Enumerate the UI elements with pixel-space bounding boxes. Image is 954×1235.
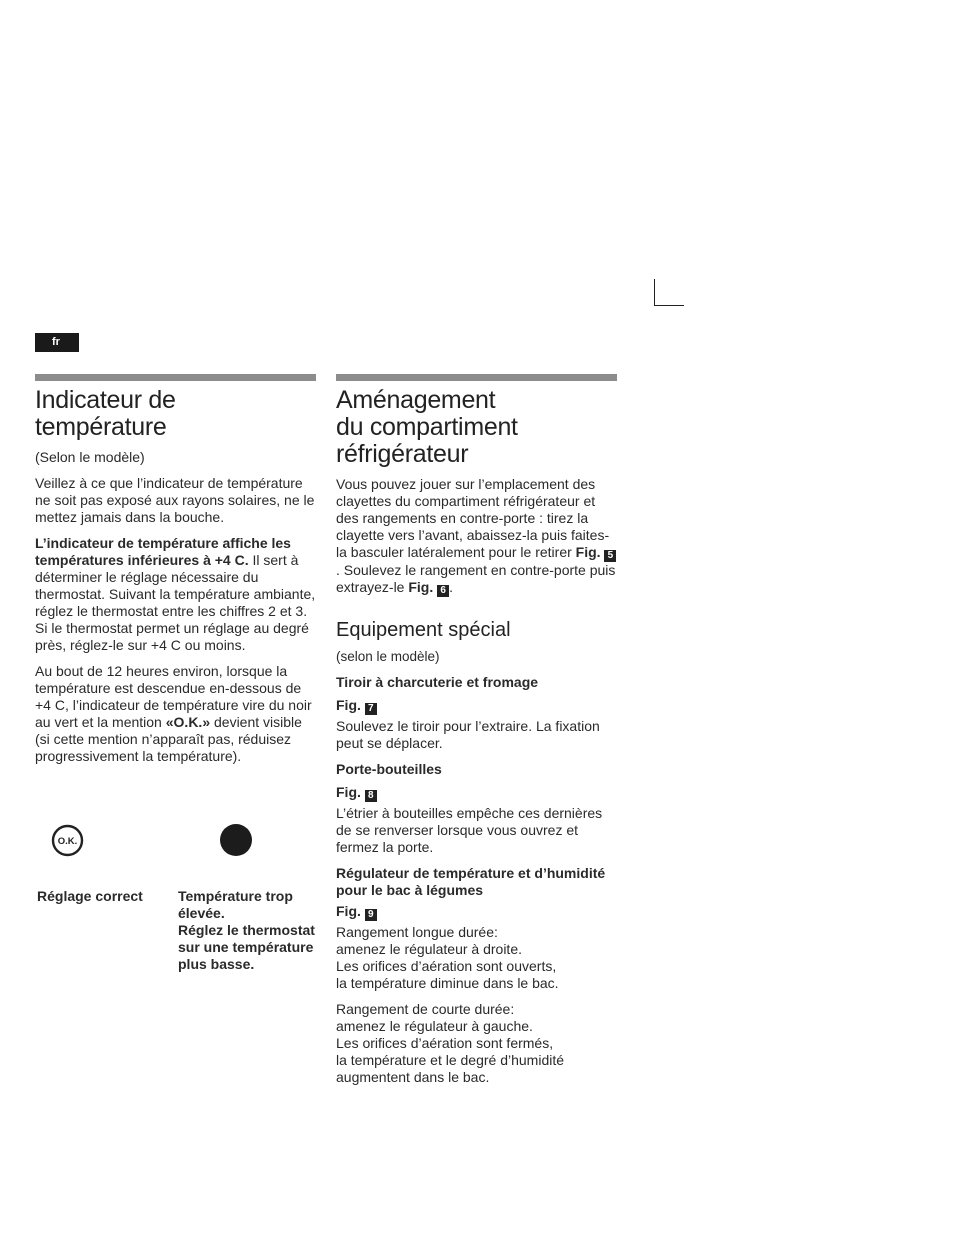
item-title-deli-drawer: Tiroir à charcuterie et fromage bbox=[336, 674, 539, 690]
section-title-fridge-layout: Aménagement du compartiment réfrigérateur bbox=[336, 386, 518, 468]
black-indicator-icon bbox=[220, 824, 252, 856]
fig-ref-7: 7 bbox=[365, 703, 377, 715]
model-note: (selon le modèle) bbox=[336, 649, 440, 664]
section-title-special-equipment: Equipement spécial bbox=[336, 619, 511, 641]
fig-ref-6: 6 bbox=[437, 585, 449, 597]
caption-temperature-too-high: Température trop élevée. Réglez le thermostat sur une température plus basse. bbox=[178, 888, 315, 972]
left-column bbox=[35, 374, 316, 774]
fig-ref-5: 5 bbox=[604, 550, 616, 562]
paragraph-ok-info: Au bout de 12 heures environ, lorsque la température est descendue en-dessous de +4 C, l’indicateur de température vire du noir au vert et la mention «O.K.» devient visible (si cette mention n’apparaît pas, réduisez progressivement la température). bbox=[35, 663, 312, 764]
fig-label: Fig. 7 bbox=[336, 697, 617, 715]
right-column bbox=[336, 374, 617, 1095]
section-rule bbox=[336, 374, 617, 381]
indicator-icons bbox=[35, 824, 316, 860]
section-title-temperature-indicator: Indicateur de température bbox=[35, 386, 176, 441]
crop-mark-vertical bbox=[654, 279, 655, 306]
item-title-bottle-rack: Porte-bouteilles bbox=[336, 761, 442, 777]
section-rule bbox=[35, 374, 316, 381]
item-title-humidity-regulator: Régulateur de température et d’humidité pour le bac à légumes bbox=[336, 865, 606, 898]
item-text-long-storage: Rangement longue durée: amenez le régulateur à droite. Les orifices d’aération sont ouverts, la température diminue dans le bac. bbox=[336, 924, 559, 991]
paragraph-shelves: Vous pouvez jouer sur l’emplacement des clayettes du compartiment réfrigérateur et des rangements en contre-porte : tirez la clayette vers l’avant, abaissez-la puis faites-la basculer latéralement pour le retirer Fig. 5. Soulevez le rangement en contre-porte puis extrayez-le Fig. 6 . bbox=[336, 476, 616, 596]
caption-correct-setting: Réglage correct bbox=[37, 888, 143, 904]
item-text-deli-drawer: Soulevez le tiroir pour l’extraire. La fixation peut se déplacer. bbox=[336, 718, 600, 751]
ok-icon-label: O.K. bbox=[57, 836, 78, 847]
fig-ref-9: 9 bbox=[365, 909, 377, 921]
item-text-short-storage: Rangement de courte durée: amenez le régulateur à gauche. Les orifices d’aération sont fermés, la température et le degré d’humidité augmentent dans le bac. bbox=[336, 1001, 565, 1085]
fig-ref-8: 8 bbox=[365, 790, 377, 802]
model-note: (Selon le modèle) bbox=[35, 449, 145, 465]
fig-label: Fig. 9 bbox=[336, 903, 617, 921]
language-tab: fr bbox=[35, 333, 79, 352]
item-text-bottle-rack: L’étrier à bouteilles empêche ces dernières de se renverser lorsque vous ouvrez et fermez la porte. bbox=[336, 805, 603, 855]
fig-label: Fig. 8 bbox=[336, 784, 617, 802]
crop-mark-horizontal bbox=[654, 305, 684, 306]
ok-indicator-icon bbox=[51, 824, 84, 857]
paragraph-indicator-info: L’indicateur de température affiche les températures inférieures à +4 C. Il sert à déterminer le réglage nécessaire du thermostat. Suivant la température ambiante, réglez le thermostat entre les chiffres 2 et 3. Si le thermostat permet un réglage au degré près, réglez-le sur +4 C ou moins. bbox=[35, 535, 316, 653]
paragraph-sun-warning: Veillez à ce que l’indicateur de température ne soit pas exposé aux rayons solaires, ne le mettez jamais dans la bouche. bbox=[35, 475, 315, 525]
